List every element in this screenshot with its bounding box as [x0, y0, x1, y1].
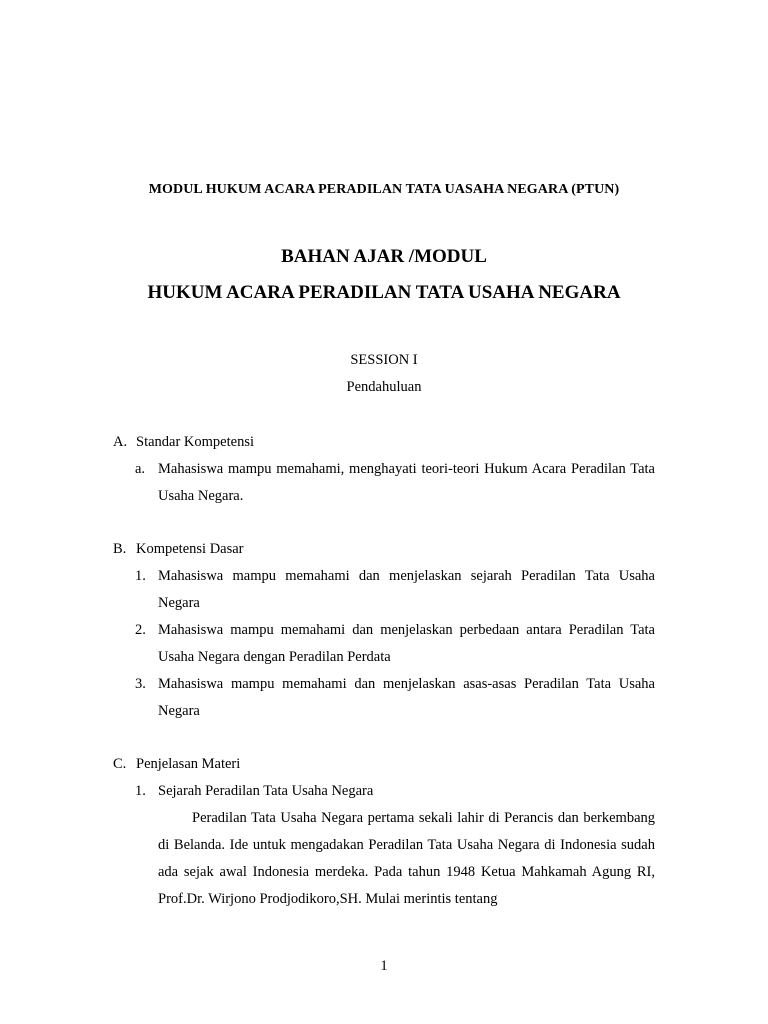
section-heading: [113, 536, 655, 563]
section-letter: A.: [113, 434, 128, 450]
list-item: [135, 456, 655, 510]
list-text: Sejarah Peradilan Tata Usaha Negara: [158, 783, 374, 799]
section-items: [135, 563, 655, 725]
list-item: [135, 617, 655, 671]
document-header: MODUL HUKUM ACARA PERADILAN TATA UASAHA NEGARA (PTUN): [148, 182, 620, 197]
list-item: [135, 563, 655, 617]
list-text: Mahasiswa mampu memahami dan menjelaskan asas-asas Peradilan Tata Usaha Negara: [158, 676, 655, 719]
section-title: Penjelasan Materi: [136, 756, 241, 772]
section-title: Standar Kompetensi: [136, 434, 254, 450]
body-paragraph: Peradilan Tata Usaha Negara pertama sekali lahir di Perancis dan berkembang di Belanda. Ide untuk mengadakan Peradilan Tata Usaha Negara di Indonesia sudah ada sejak awal Indonesia merdeka. Pada tahun 1948 Ketua Mahkamah Agung RI, Prof.Dr. Wirjono Prodjodikoro,SH. Mulai merintis tentang: [158, 810, 655, 907]
section-kompetensi-dasar: [113, 536, 655, 725]
section-items: [135, 778, 655, 805]
spacer: [113, 510, 655, 536]
title-line-1: BAHAN AJAR /MODUL: [281, 246, 487, 267]
list-text: Mahasiswa mampu memahami dan menjelaskan sejarah Peradilan Tata Usaha Negara: [158, 568, 655, 611]
section-heading: [113, 429, 655, 456]
list-marker: 1.: [135, 783, 146, 799]
list-text: Mahasiswa mampu memahami dan menjelaskan perbedaan antara Peradilan Tata Usaha Negara dengan Peradilan Perdata: [158, 622, 655, 665]
section-letter: C.: [113, 756, 127, 772]
list-item: [135, 671, 655, 725]
title-line-2: HUKUM ACARA PERADILAN TATA USAHA NEGARA: [147, 282, 621, 303]
section-penjelasan-materi: [113, 751, 655, 913]
list-marker: 1.: [135, 568, 146, 584]
list-marker: 3.: [135, 676, 146, 692]
document-body: [113, 429, 655, 913]
section-heading: [113, 751, 655, 778]
section-title: Kompetensi Dasar: [136, 541, 244, 557]
section-items: [135, 456, 655, 510]
list-text: Mahasiswa mampu memahami, menghayati teori-teori Hukum Acara Peradilan Tata Usaha Negara.: [158, 461, 655, 504]
section-standar-kompetensi: [113, 429, 655, 510]
section-letter: B.: [113, 541, 127, 557]
session-label: SESSION I: [350, 352, 418, 368]
page-number: 1: [380, 958, 388, 974]
list-marker: 2.: [135, 622, 146, 638]
spacer: [113, 725, 655, 751]
list-marker: a.: [135, 461, 146, 477]
session-subtitle: Pendahuluan: [346, 379, 422, 395]
list-item: [135, 778, 655, 805]
